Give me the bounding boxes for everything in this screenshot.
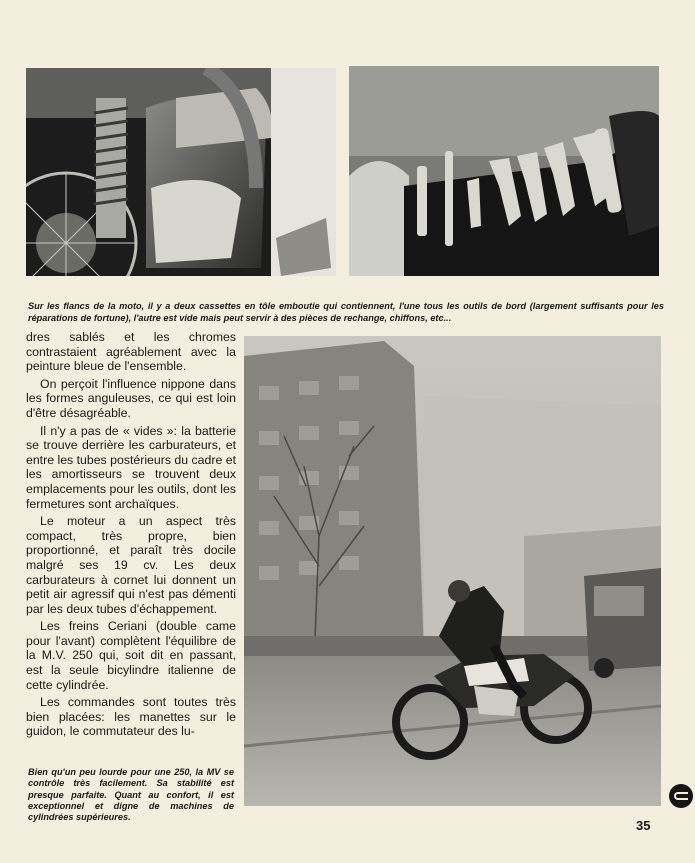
page-number: 35 (636, 818, 651, 833)
photo-rider-on-motorcycle (244, 336, 661, 806)
article-end-mark-icon (669, 784, 693, 808)
article-paragraph: dres sablés et les chromes contrastaient agréablement avec la peinture bleue de l'ensemble. (26, 330, 236, 374)
article-paragraph: On perçoit l'influence nippone dans les formes anguleuses, ce qui est loin d'être désagréable. (26, 376, 236, 420)
photo-rear-suspension (26, 68, 336, 276)
article-paragraph: Les freins Ceriani (double came pour l'avant) complètent l'équilibre de la M.V. 250 qui, soit dit en passant, est la seule bicylindre italienne de cette cylindrée. (26, 619, 236, 692)
article-paragraph: Les commandes sont toutes très bien placées: les manettes sur le guidon, le commutateur des lu- (26, 695, 236, 739)
main-photo-caption: Bien qu'un peu lourde pour une 250, la MV se contrôle très facilement. Sa stabilité est presque parfaite. Quant au confort, il est exceptionnel et digne de machines de cylindrées supérieures. (28, 767, 234, 822)
article-text-column (26, 330, 236, 742)
top-photos-caption: Sur les flancs de la moto, il y a deux cassettes en tôle emboutie qui contiennent, l'une tous les outils de bord (largement suffisants pour les réparations de fortune), l'autre est vide mais peut servir à des pièces de rechange, chiffons, etc... (28, 301, 664, 324)
article-paragraph: Il n'y a pas de « vides »: la batterie se trouve derrière les carburateurs, et entre les tubes postérieurs du cadre et les amortisseurs se trouvent deux emplacements pour les outils, dont les fermetures sont archaïques. (26, 423, 236, 511)
article-paragraph: Le moteur a un aspect très compact, très propre, bien proportionné, et paraît très docile malgré ses 19 cv. Les deux carburateurs à cornet lui donnent un petit air agressif qui n'est pas démenti par les deux tubes d'échappement. (26, 514, 236, 616)
photo-tool-kit (349, 66, 659, 276)
